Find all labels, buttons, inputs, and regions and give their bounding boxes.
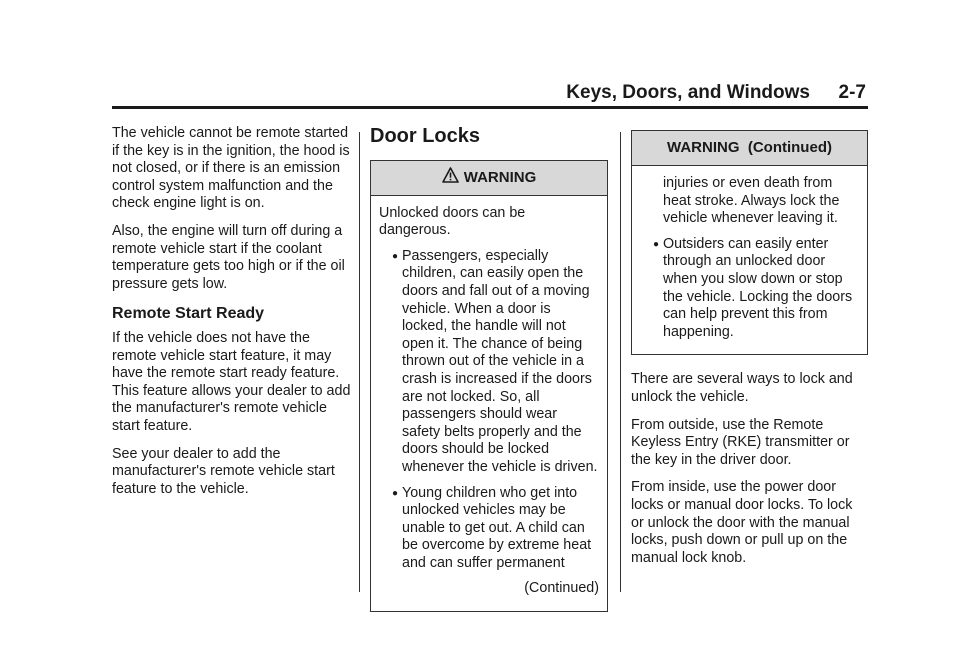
warning-bullet — [640, 236, 859, 342]
warning-header — [632, 131, 867, 166]
bullet-text: Passengers, especially children, can easily open the doors and fall out of a moving vehicle. When a door is locked, the handle will not open it. The chance of being thrown out of the vehicle in a crash is increased if the doors are not locked. So, all passengers should wear safety belts properly and the doors should be locked whenever the vehicle is driven. — [402, 247, 598, 475]
paragraph: See your dealer to add the manufacturer's remote vehicle start feature to the vehicle. — [112, 445, 335, 497]
page-number: 2-7 — [838, 82, 866, 103]
warning-intro: Unlocked doors can be dangerous. — [379, 204, 526, 239]
subheading-remote-start-ready: Remote Start Ready — [112, 305, 265, 323]
warning-continuation: injuries or even death from heat stroke. Always lock the vehicle whenever leaving it. — [663, 175, 840, 227]
warning-bullet — [379, 248, 599, 477]
paragraph: From inside, use the power door locks or manual door locks. To lock or unlock the door with the manual locks, push down or pull up on the manual lock knob. — [631, 479, 853, 566]
paragraph: The vehicle cannot be remote started if the key is in the ignition, the hood is not closed, or if there is an emission control system malfunction and the check engine light is on. — [112, 125, 350, 212]
paragraph: There are several ways to lock and unlock the vehicle. — [631, 371, 853, 405]
warning-box — [370, 160, 608, 612]
column-middle — [370, 125, 608, 612]
bullet-icon: ● — [392, 250, 399, 262]
warning-box-continued — [631, 130, 868, 355]
column-divider — [620, 132, 621, 592]
paragraph: From outside, use the Remote Keyless Entry (RKE) transmitter or the key in the driver door. — [631, 416, 850, 468]
bullet-text: Outsiders can easily enter through an unlocked door when you slow down or stop the vehicle. Locking the doors can help prevent this from happening. — [663, 235, 853, 340]
header-rule — [112, 106, 868, 109]
column-divider — [359, 132, 360, 592]
section-heading-door-locks: Door Locks — [370, 125, 481, 147]
bullet-text: Young children who get into unlocked vehicles may be unable to get out. A child can be overcome by extreme heat and can suffer permanent — [402, 484, 592, 571]
section-title: Keys, Doors, and Windows — [566, 82, 810, 103]
warning-header — [371, 161, 607, 196]
warning-bullet — [379, 485, 599, 573]
paragraph: If the vehicle does not have the remote vehicle start feature, it may have the remote start ready feature. This feature allows your dealer to add the manufacturer's remote vehicle start feature. — [112, 329, 351, 434]
warning-body — [632, 166, 867, 354]
warning-title: WARNING (Continued) — [667, 139, 832, 157]
warning-title: WARNING — [463, 168, 537, 186]
warning-body — [371, 196, 607, 611]
paragraph: Also, the engine will turn off during a remote vehicle start if the coolant temperature gets too high or if the oil pressure gets low. — [112, 222, 345, 292]
continued-label: (Continued) — [524, 580, 599, 597]
column-left — [112, 125, 352, 508]
bullet-icon: ● — [392, 487, 399, 499]
warning-triangle-icon — [442, 167, 459, 188]
column-right — [631, 130, 868, 577]
bullet-icon: ● — [653, 238, 660, 250]
